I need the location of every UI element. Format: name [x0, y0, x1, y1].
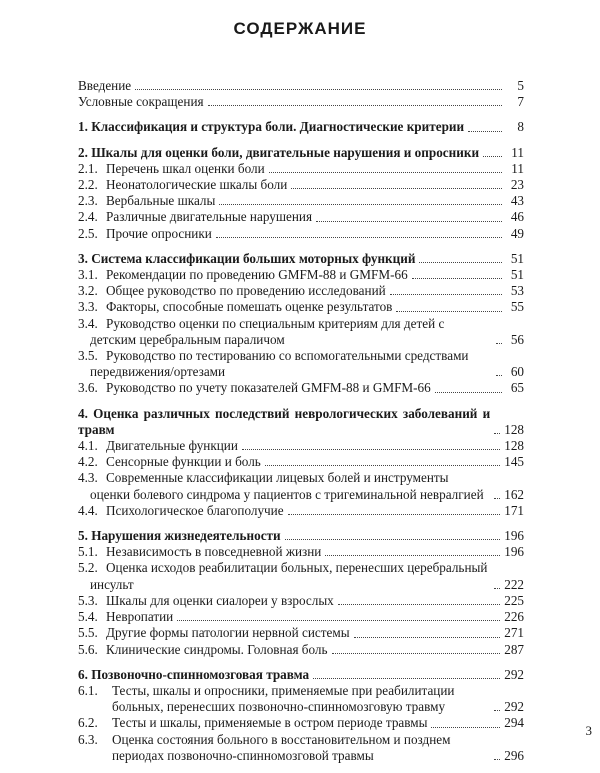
toc-chapter: [78, 251, 524, 397]
section-number: 2.5.: [78, 225, 98, 241]
section-title: Психологическое благополучие: [106, 502, 284, 518]
dot-leader: [177, 620, 500, 621]
dot-leader: [219, 204, 502, 205]
section-entry[interactable]: [78, 193, 524, 209]
section-page: 53: [510, 283, 524, 299]
section-page: 162: [504, 486, 524, 502]
section-number: 5.6.: [78, 641, 98, 657]
section-entry[interactable]: [78, 683, 524, 715]
toc-entry[interactable]: [78, 94, 524, 110]
section-title: Вербальные шкалы: [106, 193, 216, 209]
section-title: Клинические синдромы. Головная боль: [106, 641, 328, 657]
section-title: Оценка исходов реабилитации больных, перенесших церебральный инсульт: [90, 560, 488, 592]
dot-leader: [325, 555, 500, 556]
section-number: 4.4.: [78, 502, 98, 518]
dot-leader: [135, 89, 502, 90]
dot-leader: [285, 539, 501, 540]
toc-front-matter: [78, 78, 524, 110]
toc-entry-title: Введение: [78, 78, 132, 93]
toc-entry[interactable]: [78, 78, 524, 94]
section-title: Тесты, шкалы и опросники, применяемые при реабилитации больных, перенесших позвоночно-спинномозговую травму: [112, 682, 455, 715]
section-number: 5.3.: [78, 592, 98, 608]
section-page: 128: [504, 438, 524, 454]
section-entry[interactable]: [78, 609, 524, 625]
section-title: Различные двигательные нарушения: [106, 209, 313, 225]
section-page: 55: [510, 299, 524, 315]
dot-leader: [338, 604, 500, 605]
section-entry[interactable]: [78, 299, 524, 315]
chapter-title: 3. Система классификации больших моторных функций: [78, 250, 416, 266]
section-title: Сенсорные функции и боль: [106, 454, 261, 470]
dot-leader: [494, 710, 500, 711]
section-title: Руководство по тестированию со вспомогательными средствами передвижения/ортезами: [90, 348, 469, 380]
dot-leader: [216, 237, 502, 238]
dot-leader: [431, 727, 500, 728]
dot-leader: [332, 653, 501, 654]
section-number: 4.1.: [78, 438, 98, 454]
dot-leader: [265, 465, 500, 466]
section-title: Общее руководство по проведению исследований: [106, 283, 386, 299]
section-entry[interactable]: [78, 283, 524, 299]
dot-leader: [316, 221, 502, 222]
chapter-heading[interactable]: [78, 667, 524, 683]
section-entry[interactable]: [78, 454, 524, 470]
section-entry[interactable]: [78, 593, 524, 609]
section-entry[interactable]: [78, 642, 524, 658]
section-number: 4.2.: [78, 454, 98, 470]
section-title: Неонатологические шкалы боли: [106, 177, 288, 193]
section-number: 6.1.: [78, 682, 98, 698]
toc-chapter: [78, 406, 524, 519]
toc-chapter: [78, 145, 524, 242]
dot-leader: [494, 498, 500, 499]
section-number: 2.1.: [78, 160, 98, 176]
section-title: Перечень шкал оценки боли: [106, 160, 265, 176]
toc-entry-page: 7: [517, 94, 524, 110]
section-page: 51: [510, 267, 524, 283]
section-number: 6.2.: [78, 715, 98, 731]
page-title: СОДЕРЖАНИЕ: [233, 19, 367, 38]
chapter-title: 2. Шкалы для оценки боли, двигательные нарушения и опросники: [78, 144, 480, 160]
chapter-page: 128: [504, 421, 524, 437]
section-page: 226: [504, 609, 524, 625]
section-page: 294: [504, 715, 524, 731]
section-title: Независимость в повседневной жизни: [106, 544, 322, 560]
section-number: 3.2.: [78, 283, 98, 299]
section-number: 5.5.: [78, 625, 98, 641]
section-page: 23: [510, 177, 524, 193]
chapter-page: 11: [511, 144, 524, 160]
dot-leader: [390, 294, 502, 295]
section-page: 292: [504, 699, 524, 715]
section-page: 171: [504, 502, 524, 518]
section-number: 3.6.: [78, 380, 98, 396]
section-number: 3.3.: [78, 299, 98, 315]
chapter-number: 4.: [78, 405, 88, 421]
section-entry[interactable]: [78, 161, 524, 177]
section-entry[interactable]: [78, 732, 524, 764]
dot-leader: [269, 172, 502, 173]
section-entry[interactable]: [78, 177, 524, 193]
chapter-heading[interactable]: [78, 406, 524, 438]
section-title: Факторы, способные помешать оценке результатов: [106, 299, 393, 315]
section-page: 46: [510, 209, 524, 225]
section-entry[interactable]: [78, 503, 524, 519]
dot-leader: [396, 311, 502, 312]
section-page: 43: [510, 193, 524, 209]
dot-leader: [435, 392, 502, 393]
section-page: 225: [504, 592, 524, 608]
toc-entry-title: Условные сокращения: [78, 94, 204, 110]
chapter-title: 1. Классификация и структура боли. Диагностические критерии: [78, 119, 465, 135]
section-title: Двигательные функции: [106, 438, 238, 454]
section-page: 287: [504, 641, 524, 657]
dot-leader: [494, 588, 500, 589]
dot-leader: [242, 449, 500, 450]
section-title: Прочие опросники: [106, 225, 212, 241]
section-entry[interactable]: [78, 348, 524, 380]
toc-chapter: [78, 119, 524, 135]
section-entry[interactable]: [78, 715, 524, 731]
section-title: Современные классификации лицевых болей и инструменты оценки болевого синдрома у пациентов с тригеминальной невралгией: [90, 470, 484, 502]
dot-leader: [288, 514, 501, 515]
dot-leader: [468, 131, 502, 132]
chapter-title: 5. Нарушения жизнедеятельности: [78, 528, 281, 544]
chapter-heading[interactable]: [78, 528, 524, 544]
section-entry[interactable]: [78, 267, 524, 283]
section-title: Шкалы для оценки сиалореи у взрослых: [106, 592, 334, 608]
section-page: 56: [510, 331, 524, 347]
section-entry[interactable]: [78, 209, 524, 225]
section-number: 6.3.: [78, 731, 98, 747]
section-number: 5.4.: [78, 609, 98, 625]
chapter-heading[interactable]: [78, 145, 524, 161]
section-page: 145: [504, 454, 524, 470]
section-title: Руководство оценки по специальным критериям для детей с детским церебральным параличом: [90, 315, 445, 347]
section-entry[interactable]: [78, 560, 524, 592]
chapter-number: 1.: [78, 119, 88, 135]
dot-leader: [496, 343, 502, 344]
chapter-number: 6.: [78, 666, 88, 682]
dot-leader: [419, 262, 502, 263]
chapter-page: 292: [504, 666, 524, 682]
toc-entry-page: 5: [517, 78, 524, 93]
section-number: 5.2.: [78, 560, 98, 576]
chapter-title: 6. Позвоночно-спинномозговая травма: [78, 666, 310, 682]
dot-leader: [208, 105, 502, 106]
dot-leader: [494, 759, 500, 760]
section-title: Тесты и шкалы, применяемые в остром периоде травмы: [112, 715, 428, 731]
chapter-title: 4. Оценка различных последствий неврологических заболеваний и травм: [78, 405, 491, 437]
section-entry[interactable]: [78, 625, 524, 641]
chapter-page: 196: [504, 528, 524, 544]
table-of-contents: [78, 78, 524, 773]
section-entry[interactable]: [78, 316, 524, 348]
section-entry[interactable]: [78, 226, 524, 242]
section-entry[interactable]: [78, 470, 524, 502]
chapter-number: 5.: [78, 528, 88, 544]
section-page: 11: [511, 160, 524, 176]
section-page: 60: [510, 364, 524, 380]
page-number: 3: [585, 723, 592, 738]
section-page: 271: [504, 625, 524, 641]
section-page: 296: [504, 747, 524, 763]
chapter-heading[interactable]: [78, 251, 524, 267]
dot-leader: [354, 637, 501, 638]
dot-leader: [496, 375, 502, 376]
section-number: 3.4.: [78, 315, 98, 331]
chapter-number: 2.: [78, 144, 88, 160]
chapter-page: 8: [517, 119, 524, 135]
chapter-number: 3.: [78, 250, 88, 266]
section-title: Рекомендации по проведению GMFM-88 и GMFM-66: [106, 267, 408, 283]
dot-leader: [291, 188, 502, 189]
section-page: 196: [504, 544, 524, 560]
section-number: 4.3.: [78, 470, 98, 486]
section-title: Оценка состояния больного в восстановительном и позднем периодах позвоночно-спинномозговой травмы: [112, 731, 451, 763]
dot-leader: [483, 156, 502, 157]
section-title: Невропатии: [106, 609, 174, 625]
section-number: 2.3.: [78, 193, 98, 209]
toc-chapter: [78, 667, 524, 764]
dot-leader: [313, 678, 500, 679]
toc-chapter: [78, 528, 524, 658]
section-number: 2.2.: [78, 177, 98, 193]
chapter-page: 51: [510, 250, 524, 266]
section-page: 65: [510, 380, 524, 396]
section-entry[interactable]: [78, 438, 524, 454]
section-number: 3.5.: [78, 348, 98, 364]
section-page: 49: [510, 225, 524, 241]
section-entry[interactable]: [78, 380, 524, 396]
section-entry[interactable]: [78, 544, 524, 560]
section-number: 2.4.: [78, 209, 98, 225]
section-title: Руководство по учету показателей GMFM-88 и GMFM-66: [106, 380, 431, 396]
chapter-heading[interactable]: [78, 119, 524, 135]
section-title: Другие формы патологии нервной системы: [106, 625, 350, 641]
section-page: 222: [504, 576, 524, 592]
dot-leader: [494, 433, 500, 434]
dot-leader: [412, 278, 502, 279]
section-number: 3.1.: [78, 267, 98, 283]
section-number: 5.1.: [78, 544, 98, 560]
